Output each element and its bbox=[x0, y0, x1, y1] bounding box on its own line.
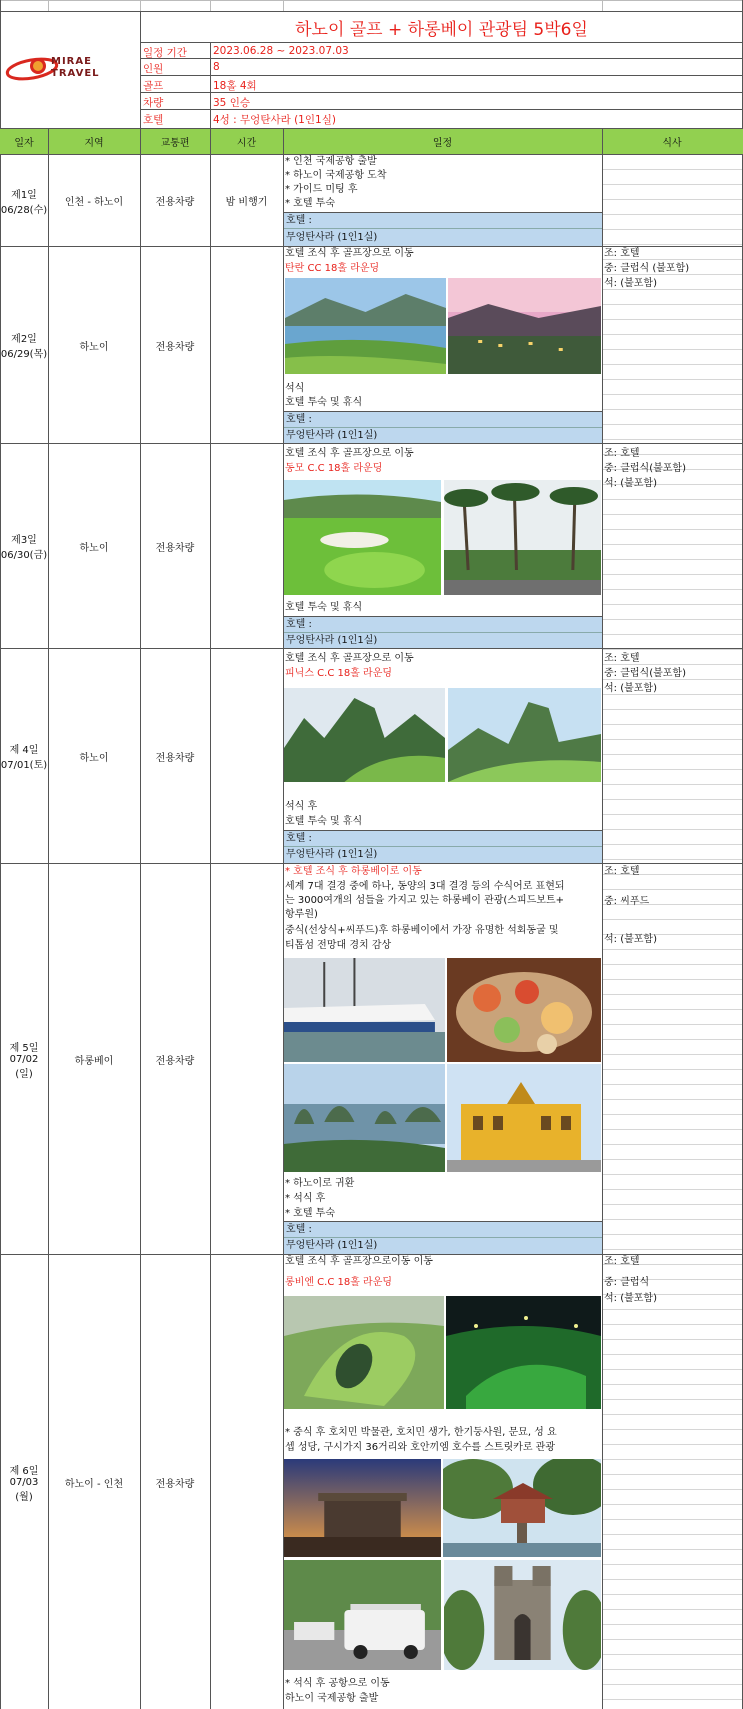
street-car-photo bbox=[284, 1560, 441, 1670]
cell-gridline bbox=[603, 994, 742, 995]
cell-gridline bbox=[603, 319, 742, 320]
itinerary-line: * 가이드 미팅 후 bbox=[285, 184, 358, 195]
cell-gridline bbox=[603, 1069, 742, 1070]
cell-gridline bbox=[603, 889, 742, 890]
hotel-label: 호텔 : bbox=[286, 833, 312, 844]
cell-gridline bbox=[603, 649, 742, 650]
itinerary-line: * 석식 후 공항으로 이동 bbox=[285, 1678, 390, 1689]
cell-gridline bbox=[603, 1204, 742, 1205]
cell-gridline bbox=[603, 364, 742, 365]
cell-gridline bbox=[603, 1549, 742, 1550]
hotel-name: 무엉탄사라 (1인1실) bbox=[286, 635, 378, 646]
cell-gridline bbox=[603, 514, 742, 515]
golf-round-text: 동모 C.C 18홀 라운딩 bbox=[285, 463, 383, 474]
cell-gridline bbox=[603, 1429, 742, 1430]
meal-dinner: 석: (불포함) bbox=[604, 683, 657, 694]
cell-gridline bbox=[603, 604, 742, 605]
lake-golf-course-photo bbox=[285, 278, 446, 374]
itinerary-line: 호텔 조식 후 골프장으로 이동 bbox=[285, 653, 414, 664]
golf-round-text: 롱비엔 C.C 18홀 라운딩 bbox=[285, 1277, 393, 1288]
cell-gridline bbox=[603, 1579, 742, 1580]
day-label: 제 5일 bbox=[9, 1042, 39, 1054]
day-transport: 전용차량 bbox=[155, 1055, 195, 1067]
cell-gridline bbox=[603, 1039, 742, 1040]
aerial-golf-photo bbox=[284, 1296, 444, 1409]
meal-lunch: 중: 클럽식(불포함) bbox=[604, 668, 686, 679]
day-transport: 전용차량 bbox=[155, 752, 195, 764]
info-value: 18홀 4회 bbox=[213, 80, 257, 92]
day-date: 07/02 bbox=[9, 1053, 39, 1065]
cell-gridline bbox=[603, 529, 742, 530]
cell-gridline bbox=[603, 214, 742, 215]
meal-breakfast: 조: 호텔 bbox=[604, 866, 640, 877]
cell-gridline bbox=[603, 829, 742, 830]
meal-breakfast: 조: 호텔 bbox=[604, 248, 640, 259]
cell-gridline bbox=[603, 1624, 742, 1625]
header-meals: 식사 bbox=[662, 138, 682, 149]
day-region: 하노이 bbox=[79, 542, 109, 554]
cell-gridline bbox=[603, 379, 742, 380]
cell-gridline bbox=[603, 409, 742, 410]
day-region: 하노이 - 인천 bbox=[64, 1478, 124, 1490]
cell-gridline bbox=[603, 769, 742, 770]
resort-sunset-photo bbox=[448, 278, 601, 374]
cell-gridline bbox=[603, 634, 742, 635]
cell-gridline bbox=[603, 439, 742, 440]
cathedral-photo bbox=[444, 1560, 601, 1670]
itinerary-line: * 인천 국제공항 출발 bbox=[285, 156, 377, 167]
cell-gridline bbox=[603, 1504, 742, 1505]
info-label: 일정 기간 bbox=[143, 47, 187, 59]
cell-gridline bbox=[603, 964, 742, 965]
cell-gridline bbox=[603, 949, 742, 950]
company-logo bbox=[3, 50, 137, 90]
seafood-meal-photo bbox=[447, 958, 601, 1062]
day-transport: 전용차량 bbox=[155, 197, 195, 208]
itinerary-line: * 호텔 투숙 bbox=[285, 198, 335, 209]
logo-text: MIRAE bbox=[51, 56, 92, 67]
cell-gridline bbox=[603, 1654, 742, 1655]
itinerary-line: 석식 bbox=[285, 383, 305, 394]
cell-gridline bbox=[603, 1054, 742, 1055]
cell-gridline bbox=[603, 574, 742, 575]
cell-gridline bbox=[603, 1474, 742, 1475]
cell-gridline bbox=[603, 1009, 742, 1010]
cell-gridline bbox=[603, 1609, 742, 1610]
cell-gridline bbox=[603, 1594, 742, 1595]
cell-gridline bbox=[603, 844, 742, 845]
cell-gridline bbox=[603, 1489, 742, 1490]
meal-breakfast: 조: 호텔 bbox=[604, 653, 640, 664]
day-date: 06/28(수) bbox=[0, 204, 48, 216]
meal-lunch: 중: 클럽식(불포함) bbox=[604, 463, 686, 474]
cell-gridline bbox=[603, 1369, 742, 1370]
golf-green-photo bbox=[284, 480, 441, 595]
day-region: 인천 - 하노이 bbox=[64, 197, 124, 208]
day-region: 하노이 bbox=[79, 341, 109, 353]
header-time: 시간 bbox=[236, 138, 257, 149]
cell-gridline bbox=[603, 859, 742, 860]
hotel-label: 호텔 : bbox=[286, 619, 312, 630]
itinerary-line: 중식(선상식+씨푸드)후 하롱베이에서 가장 유명한 석회동굴 및 bbox=[285, 925, 559, 936]
meal-dinner: 석: (불포함) bbox=[604, 278, 657, 289]
info-label: 인원 bbox=[143, 63, 164, 75]
cell-gridline bbox=[603, 1249, 742, 1250]
day-transport: 전용차량 bbox=[155, 341, 195, 353]
day-weekday: (월) bbox=[15, 1491, 33, 1503]
itinerary-line: 호텔 투숙 및 휴식 bbox=[285, 816, 363, 827]
hotel-name: 무엉탄사라 (1인1실) bbox=[286, 1240, 378, 1251]
day-label: 제 6일 bbox=[9, 1465, 39, 1477]
pagoda-photo bbox=[443, 1459, 601, 1557]
info-value: 2023.06.28 ~ 2023.07.03 bbox=[213, 45, 349, 57]
itinerary-line: * 석식 후 bbox=[285, 1193, 326, 1204]
meal-lunch: 중: 씨푸드 bbox=[604, 896, 650, 907]
itinerary-line: * 호텔 투숙 bbox=[285, 1208, 335, 1219]
itinerary-line: 하노이 국제공항 출발 bbox=[285, 1693, 379, 1704]
meal-dinner: 석: (불포함) bbox=[604, 478, 657, 489]
meal-breakfast: 조: 호텔 bbox=[604, 448, 640, 459]
cell-gridline bbox=[603, 739, 742, 740]
cell-gridline bbox=[603, 1189, 742, 1190]
cell-gridline bbox=[603, 304, 742, 305]
day-date: 07/01(토) bbox=[0, 760, 48, 771]
cell-gridline bbox=[603, 1669, 742, 1670]
meal-dinner: 석: (불포함) bbox=[604, 1293, 657, 1304]
itinerary-line: * 중식 후 호치민 박물관, 호치민 생가, 한기둥사원, 문묘, 성 요 bbox=[285, 1427, 557, 1438]
cell-gridline bbox=[603, 1414, 742, 1415]
header-date: 일자 bbox=[14, 138, 34, 149]
day-date: 06/29(목) bbox=[0, 349, 48, 360]
day-label: 제3일 bbox=[11, 535, 37, 546]
cell-gridline bbox=[603, 1354, 742, 1355]
palm-trees-photo bbox=[444, 480, 601, 595]
info-value: 8 bbox=[213, 61, 220, 73]
cell-gridline bbox=[603, 979, 742, 980]
cruise-boat-photo bbox=[284, 958, 445, 1062]
day-label: 제 4일 bbox=[9, 745, 39, 756]
cell-gridline bbox=[603, 1099, 742, 1100]
day-label: 제1일 bbox=[11, 189, 37, 201]
info-value: 35 인승 bbox=[213, 97, 250, 109]
cell-gridline bbox=[603, 724, 742, 725]
hotel-name: 무엉탄사라 (1인1실) bbox=[286, 430, 378, 441]
cell-gridline bbox=[603, 1534, 742, 1535]
mausoleum-photo bbox=[284, 1459, 441, 1557]
itinerary-line: 호텔 투숙 및 휴식 bbox=[285, 397, 363, 408]
cell-gridline bbox=[603, 1084, 742, 1085]
cell-gridline bbox=[603, 1459, 742, 1460]
cell-gridline bbox=[603, 169, 742, 170]
halong-bay-photo bbox=[284, 1064, 445, 1172]
cell-gridline bbox=[603, 184, 742, 185]
day-region: 하노이 bbox=[79, 752, 109, 764]
itinerary-line: * 하노이로 귀환 bbox=[285, 1178, 355, 1189]
itinerary-line: 는 3000여개의 섬들을 가지고 있는 하롱베이 관광(스피드보트+ bbox=[285, 895, 564, 906]
hotel-label: 호텔 : bbox=[286, 414, 312, 425]
day-region: 하롱베이 bbox=[74, 1055, 114, 1067]
cell-gridline bbox=[603, 1114, 742, 1115]
cell-gridline bbox=[603, 1159, 742, 1160]
transfer-text: * 호텔 조식 후 하롱베이로 이동 bbox=[285, 866, 422, 877]
itinerary-line: 항루원) bbox=[285, 909, 318, 920]
cell-gridline bbox=[603, 1324, 742, 1325]
cell-gridline bbox=[603, 1174, 742, 1175]
cell-gridline bbox=[603, 709, 742, 710]
cell-gridline bbox=[603, 1339, 742, 1340]
cell-gridline bbox=[603, 1639, 742, 1640]
cell-gridline bbox=[603, 499, 742, 500]
cell-gridline bbox=[603, 619, 742, 620]
cell-gridline bbox=[603, 244, 742, 245]
page-title: 하노이 골프 + 하롱베이 관광팀 5박6일 bbox=[295, 19, 588, 40]
cell-gridline bbox=[603, 1384, 742, 1385]
cell-gridline bbox=[603, 559, 742, 560]
meal-lunch: 중: 클럽식 (불포함) bbox=[604, 263, 690, 274]
info-label: 호텔 bbox=[143, 114, 164, 126]
day-transport: 전용차량 bbox=[155, 542, 195, 554]
cell-gridline bbox=[603, 1564, 742, 1565]
itinerary-line: 티톱섬 전망대 경치 감상 bbox=[285, 940, 392, 951]
header-region: 지역 bbox=[84, 138, 104, 149]
header-transport: 교통편 bbox=[160, 138, 190, 149]
header-itinerary: 일정 bbox=[432, 138, 453, 149]
day-transport: 전용차량 bbox=[155, 1478, 195, 1490]
cell-gridline bbox=[603, 394, 742, 395]
night-golf-photo bbox=[446, 1296, 601, 1409]
cell-gridline bbox=[603, 1219, 742, 1220]
golf-round-text: 피닉스 C.C 18홀 라운딩 bbox=[285, 668, 393, 679]
itinerary-line: 셉 성당, 구시가지 36거리와 호안끼엠 호수를 스트릿카로 관광 bbox=[285, 1442, 555, 1453]
day-time: 밤 비행기 bbox=[225, 197, 268, 208]
cell-gridline bbox=[603, 229, 742, 230]
info-label: 차량 bbox=[143, 97, 164, 109]
day-date: 06/30(금) bbox=[0, 550, 48, 561]
cell-gridline bbox=[603, 1144, 742, 1145]
day-date: 07/03 bbox=[9, 1476, 39, 1488]
cell-gridline bbox=[603, 1309, 742, 1310]
cell-gridline bbox=[603, 799, 742, 800]
cell-gridline bbox=[603, 589, 742, 590]
cell-gridline bbox=[603, 814, 742, 815]
hotel-label: 호텔 : bbox=[286, 215, 312, 226]
golf-round-text: 탄란 CC 18홀 라운딩 bbox=[285, 263, 380, 274]
cell-gridline bbox=[603, 1699, 742, 1700]
cell-gridline bbox=[603, 754, 742, 755]
hotel-name: 무엉탄사라 (1인1실) bbox=[286, 849, 378, 860]
cell-gridline bbox=[603, 1399, 742, 1400]
cell-gridline bbox=[603, 919, 742, 920]
itinerary-line: 호텔 투숙 및 휴식 bbox=[285, 602, 363, 613]
cell-gridline bbox=[603, 1234, 742, 1235]
itinerary-line: * 하노이 국제공항 도착 bbox=[285, 170, 387, 181]
logo-text-2: TRAVEL bbox=[51, 68, 100, 79]
hotel-label: 호텔 : bbox=[286, 1224, 312, 1235]
cell-gridline bbox=[603, 1024, 742, 1025]
itinerary-line: 호텔 조식 후 골프장으로 이동 bbox=[285, 448, 414, 459]
day-weekday: (일) bbox=[15, 1068, 33, 1080]
itinerary-line: 호텔 조식 후 골프장으로 이동 bbox=[285, 248, 414, 259]
karst-golf-photo-1 bbox=[284, 688, 445, 782]
cell-gridline bbox=[603, 349, 742, 350]
cell-gridline bbox=[603, 424, 742, 425]
meal-lunch: 중: 클럽식 bbox=[604, 1277, 650, 1288]
itinerary-line: 호텔 조식 후 골프장으로이동 이동 bbox=[285, 1256, 433, 1267]
day-label: 제2일 bbox=[11, 334, 37, 345]
meal-dinner: 석: (불포함) bbox=[604, 934, 657, 945]
cell-gridline bbox=[603, 1684, 742, 1685]
cell-gridline bbox=[603, 1444, 742, 1445]
info-value: 4성 : 무엉탄사라 (1인1실) bbox=[213, 114, 336, 126]
hotel-name: 무엉탄사라 (1인1실) bbox=[286, 232, 378, 243]
cell-gridline bbox=[603, 1519, 742, 1520]
cell-gridline bbox=[603, 784, 742, 785]
cell-gridline bbox=[603, 199, 742, 200]
itinerary-line: 석식 후 bbox=[285, 801, 318, 812]
cell-gridline bbox=[603, 1129, 742, 1130]
karst-golf-photo-2 bbox=[448, 688, 601, 782]
cell-gridline bbox=[603, 334, 742, 335]
itinerary-line: 세계 7대 결경 중에 하나, 동양의 3대 결경 등의 수식어로 표현되 bbox=[285, 881, 565, 892]
info-label: 골프 bbox=[143, 80, 164, 92]
yellow-building-photo bbox=[447, 1064, 601, 1172]
meal-breakfast: 조: 호텔 bbox=[604, 1256, 640, 1267]
cell-gridline bbox=[603, 544, 742, 545]
